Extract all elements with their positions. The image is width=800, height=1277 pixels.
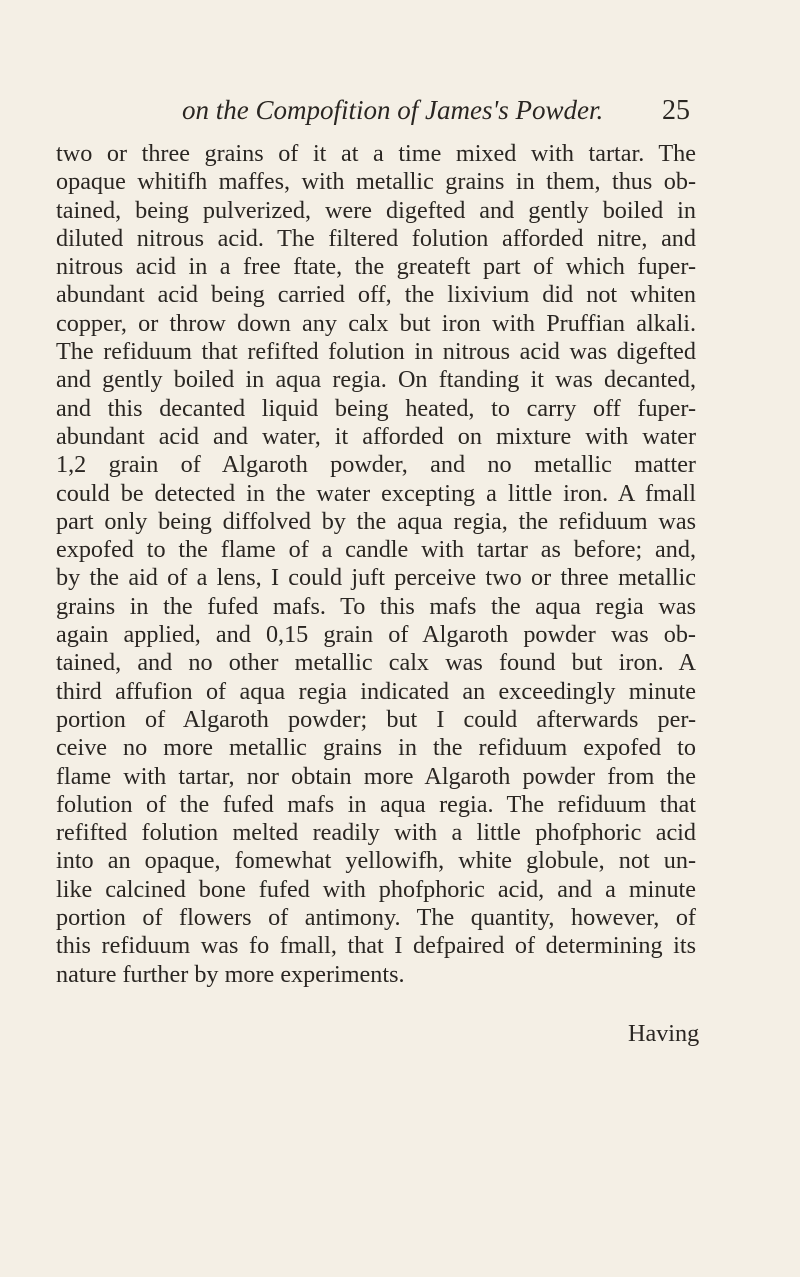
text-line: two or three grains of it at a time mixed with tartar. The xyxy=(56,140,696,167)
running-head xyxy=(182,95,690,135)
text-line: by the aid of a lens, I could juft perceive two or three metallic xyxy=(56,564,696,592)
text-line: into an opaque, fomewhat yellowifh, white globule, not un- xyxy=(56,847,696,875)
text-line: part only being diffolved by the aqua regia, the refiduum was xyxy=(56,507,696,535)
text-line: tained, and no other metallic calx was found but iron. A xyxy=(56,649,696,677)
text-line: abundant acid and water, it afforded on mixture with water xyxy=(56,422,696,450)
text-line: folution of the fufed mafs in aqua regia. The refiduum that xyxy=(56,790,696,818)
text-line: copper, or throw down any calx but iron with Pruffian alkali. xyxy=(56,309,696,337)
text-line: 1,2 grain of Algaroth powder, and no metallic matter xyxy=(56,451,696,479)
text-line: third affufion of aqua regia indicated an exceedingly minute xyxy=(56,677,696,705)
text-line: abundant acid being carried off, the lixivium did not whiten xyxy=(56,281,696,309)
text-line-last: nature further by more experiments. xyxy=(56,960,405,988)
text-line: diluted nitrous acid. The filtered folution afforded nitre, and xyxy=(56,224,696,252)
text-line: opaque whitifh maffes, with metallic grains in them, thus ob- xyxy=(56,168,696,196)
catchword: Having xyxy=(628,1020,700,1047)
text-line: refifted folution melted readily with a little phofphoric acid xyxy=(56,819,696,847)
page-number: 25 xyxy=(662,95,690,126)
text-line: expofed to the flame of a candle with tartar as before; and, xyxy=(56,536,696,564)
text-line: portion of flowers of antimony. The quantity, however, of xyxy=(56,904,696,932)
text-line: and this decanted liquid being heated, to carry off fuper- xyxy=(56,394,696,422)
text-line: ceive no more metallic grains in the refiduum expofed to xyxy=(56,734,696,762)
text-line: this refiduum was fo fmall, that I defpaired of determining its xyxy=(56,932,696,960)
text-line: flame with tartar, nor obtain more Algaroth powder from the xyxy=(56,762,696,790)
text-line: like calcined bone fufed with phofphoric acid, and a minute xyxy=(56,875,696,903)
text-line: and gently boiled in aqua regia. On ftanding it was decanted, xyxy=(56,366,696,394)
body-text xyxy=(56,140,696,989)
text-line: The refiduum that refifted folution in nitrous acid was digefted xyxy=(56,338,696,366)
text-line: grains in the fufed mafs. To this mafs the aqua regia was xyxy=(56,592,696,620)
running-head-title: on the Compofition of James's Powder. xyxy=(182,95,604,125)
text-line: nitrous acid in a free ftate, the greateft part of which fuper- xyxy=(56,253,696,281)
text-line: again applied, and 0,15 grain of Algaroth powder was ob- xyxy=(56,621,696,649)
text-line: could be detected in the water excepting a little iron. A fmall xyxy=(56,479,696,507)
text-line: portion of Algaroth powder; but I could afterwards per- xyxy=(56,705,696,733)
text-line: tained, being pulverized, were digefted and gently boiled in xyxy=(56,196,696,224)
